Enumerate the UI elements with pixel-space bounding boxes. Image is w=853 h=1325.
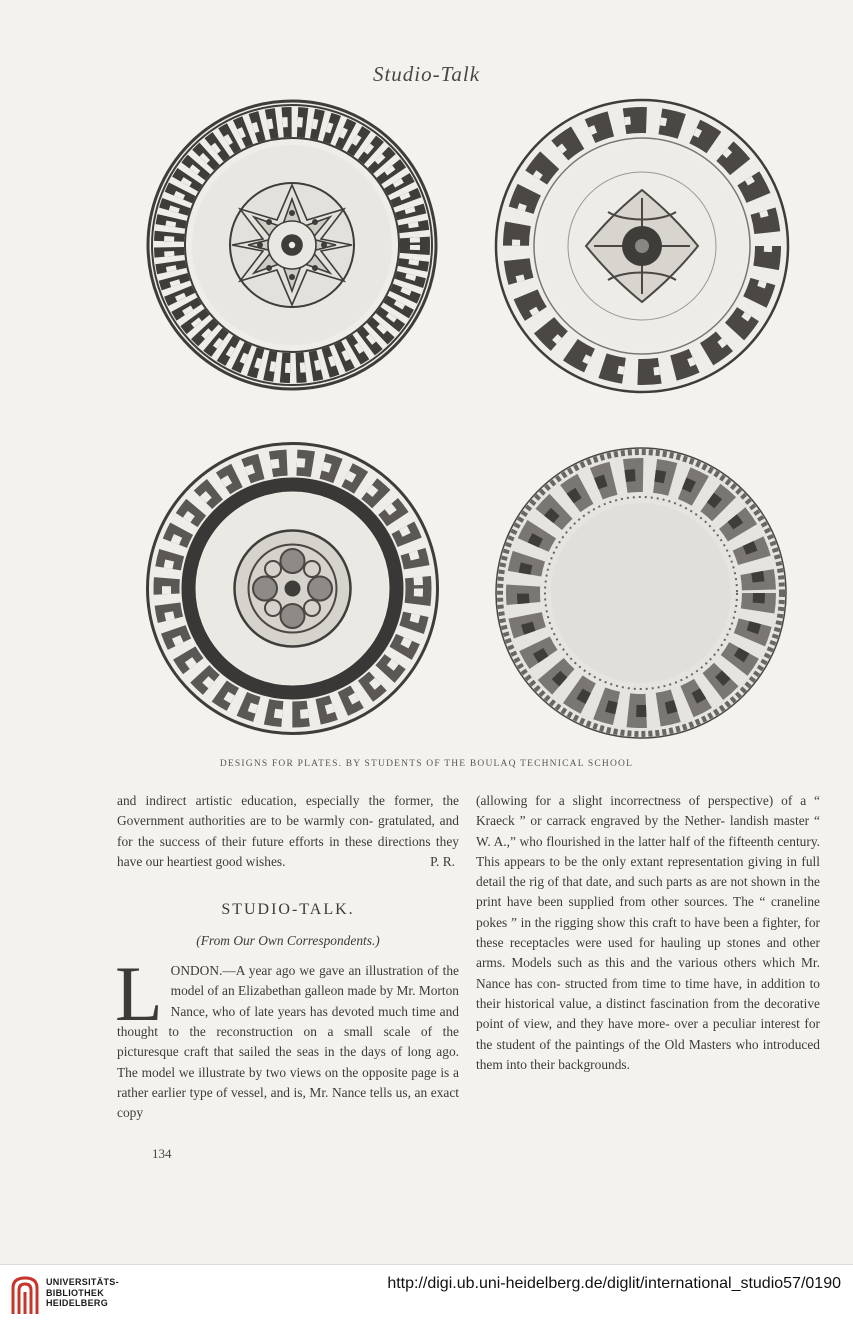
plate-geometric-border (146, 99, 438, 391)
body-paragraph (115, 950, 459, 1123)
logo-line: UNIVERSITÄTS- (46, 1277, 119, 1287)
section-title: STUDIO-TALK. (221, 901, 355, 919)
body-paragraph-text: ONDON.—A year ago we gave an illustration of the model of an Elizabethan galleon made by Mr. Morton Nance, who of late years has devoted much time and thought to the reconstruction on a small scale of the picturesque craft that sailed the seas in the days of long ago. The model we illustrate by two views on the opposite page is a rather earlier type of vessel, and is, Mr. Nance tells us, an exact copy (117, 963, 459, 1121)
footer-bar (0, 1264, 853, 1325)
plate-rosette-dark-band (145, 441, 440, 736)
right-column (476, 791, 820, 1075)
plate-knot-center (494, 98, 790, 394)
figure-caption: DESIGNS FOR PLATES. BY STUDENTS OF THE BOULAQ TECHNICAL SCHOOL (219, 759, 634, 769)
logo-line: BIBLIOTHEK (46, 1287, 104, 1298)
logo-line: HEIDELBERG (46, 1298, 109, 1308)
plate-floral-wreath (494, 446, 788, 740)
left-column (117, 791, 459, 1123)
library-logo-icon[interactable] (9, 1274, 41, 1321)
page-number: 134 (152, 1146, 172, 1161)
signature: P. R. (430, 854, 455, 870)
section-subtitle: (From Our Own Correspondents.) (196, 932, 380, 948)
source-url-link[interactable]: http://digi.ub.uni-heidelberg.de/diglit/international_studio57/0190 (387, 1275, 841, 1292)
drop-cap: L (115, 950, 163, 1038)
library-logo-text[interactable] (46, 1277, 119, 1309)
intro-paragraph: and indirect artistic education, especially the former, the Government authorities are to be warmly con- gratulated, and for the success of their future efforts in these directions they have our heartiest good wishes. (117, 793, 459, 869)
running-head: Studio-Talk (372, 62, 481, 86)
right-paragraph: (allowing for a slight incorrectness of perspective) of a “ Kraeck ” or carrack engraved by the Nether- landish master “ W. A.,” who flourished in the latter half of the fifteenth century. This appears to be the only extant representation giving in full detail the rig of that date, and such parts as are not shown in the print have been supplied from other sources. The “ craneline pokes ” in the rigging show this craft to have been a fighter, for these receptacles were used for hauling up stones and other arms. Models such as this and the various others which Mr. Nance has con- structed from time to time have, in addition to their historical value, a distinct fascination from the decorative point of view, and they have more- over a peculiar interest for the student of the paintings of the Old Masters who introduced them into their backgrounds. (476, 793, 820, 1072)
